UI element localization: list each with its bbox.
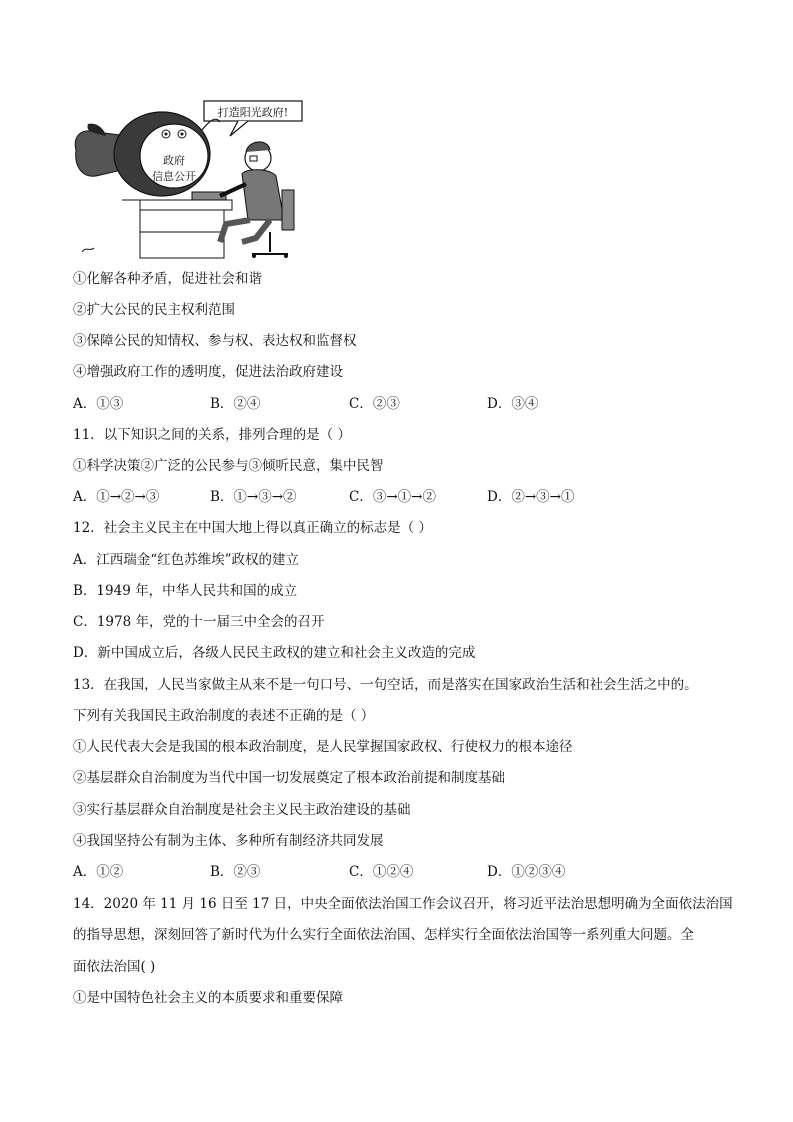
q13-statement-1: ①人民代表大会是我国的根本政治制度，是人民掌握国家政权、行使权力的根本途径: [73, 739, 573, 755]
signature-mark: [82, 248, 94, 252]
q10-statement-2: ②扩大公民的民主权利范围: [73, 302, 235, 318]
q11-option-c[interactable]: C．③→①→②: [349, 489, 436, 505]
q14-stem-line-3: 面依法治国( ): [73, 959, 156, 975]
q13-option-b[interactable]: B．②③: [210, 864, 261, 880]
q11-items: ①科学决策②广泛的公民参与③倾听民意，集中民智: [73, 458, 384, 474]
q13-statement-4: ④我国坚持公有制为主体、多种所有制经济共同发展: [73, 833, 384, 849]
q12-option-d[interactable]: D．新中国成立后，各级人民民主政权的建立和社会主义改造的完成: [73, 645, 476, 661]
q13-option-d[interactable]: D．①②③④: [487, 864, 566, 880]
q13-statement-3: ③实行基层群众自治制度是社会主义民主政治建设的基础: [73, 802, 411, 818]
q13-option-a[interactable]: A．①②: [73, 864, 124, 880]
speech-bubble-text: 打造阳光政府!: [217, 106, 289, 119]
q11-option-a[interactable]: A．①→②→③: [73, 489, 160, 505]
q13-option-c[interactable]: C．①②④: [349, 864, 414, 880]
q10-statement-3: ③保障公民的知情权、参与权、表达权和监督权: [73, 333, 357, 349]
q12-stem: 12．社会主义民主在中国大地上得以真正确立的标志是（ ）: [73, 520, 432, 536]
q14-statement-1: ①是中国特色社会主义的本质要求和重要保障: [73, 990, 343, 1006]
q12-option-a[interactable]: A．江西瑞金“红色苏维埃”政权的建立: [73, 552, 300, 568]
q14-stem-line-2: 的指导思想，深刻回答了新时代为什么实行全面依法治国、怎样实行全面依法治国等一系列重大问题。全: [73, 927, 694, 943]
q10-statement-1: ①化解各种矛盾，促进社会和谐: [73, 271, 262, 287]
q12-option-b[interactable]: B．1949 年，中华人民共和国的成立: [73, 583, 298, 599]
q12-option-c[interactable]: C．1978 年，党的十一届三中全会的召开: [73, 614, 325, 630]
q10-option-c[interactable]: C．②③: [349, 396, 400, 412]
q13-statement-2: ②基层群众自治制度为当代中国一切发展奠定了根本政治前提和制度基础: [73, 770, 505, 786]
q10-statement-4: ④增强政府工作的透明度，促进法治政府建设: [73, 364, 343, 380]
desk: [122, 192, 232, 258]
q10-option-d[interactable]: D．③④: [487, 396, 539, 412]
screen-line-1: 政府: [163, 154, 185, 167]
q11-option-b[interactable]: B．①→③→②: [210, 489, 297, 505]
q13-stem-line-1: 13．在我国，人民当家做主从来不是一句口号、一句空话，而是落实在国家政治生活和社会生活之中的。: [73, 677, 698, 693]
government-info-cartoon: [70, 92, 305, 262]
q10-option-b[interactable]: B．②④: [210, 396, 261, 412]
speech-bubble: [204, 101, 302, 136]
q13-stem-line-2: 下列有关我国民主政治制度的表述不正确的是（ ）: [73, 708, 375, 724]
q10-option-a[interactable]: A．①③: [73, 396, 124, 412]
monitor-megaphone: [75, 112, 220, 196]
q14-stem-line-1: 14．2020 年 11 月 16 日至 17 日，中央全面依法治国工作会议召开，将习近平法治思想明确为全面依法治国: [73, 896, 733, 912]
q11-stem: 11．以下知识之间的关系，排列合理的是（ ）: [73, 427, 351, 443]
screen-line-2: 信息公开: [152, 170, 196, 183]
q11-option-d[interactable]: D．②→③→①: [487, 489, 575, 505]
